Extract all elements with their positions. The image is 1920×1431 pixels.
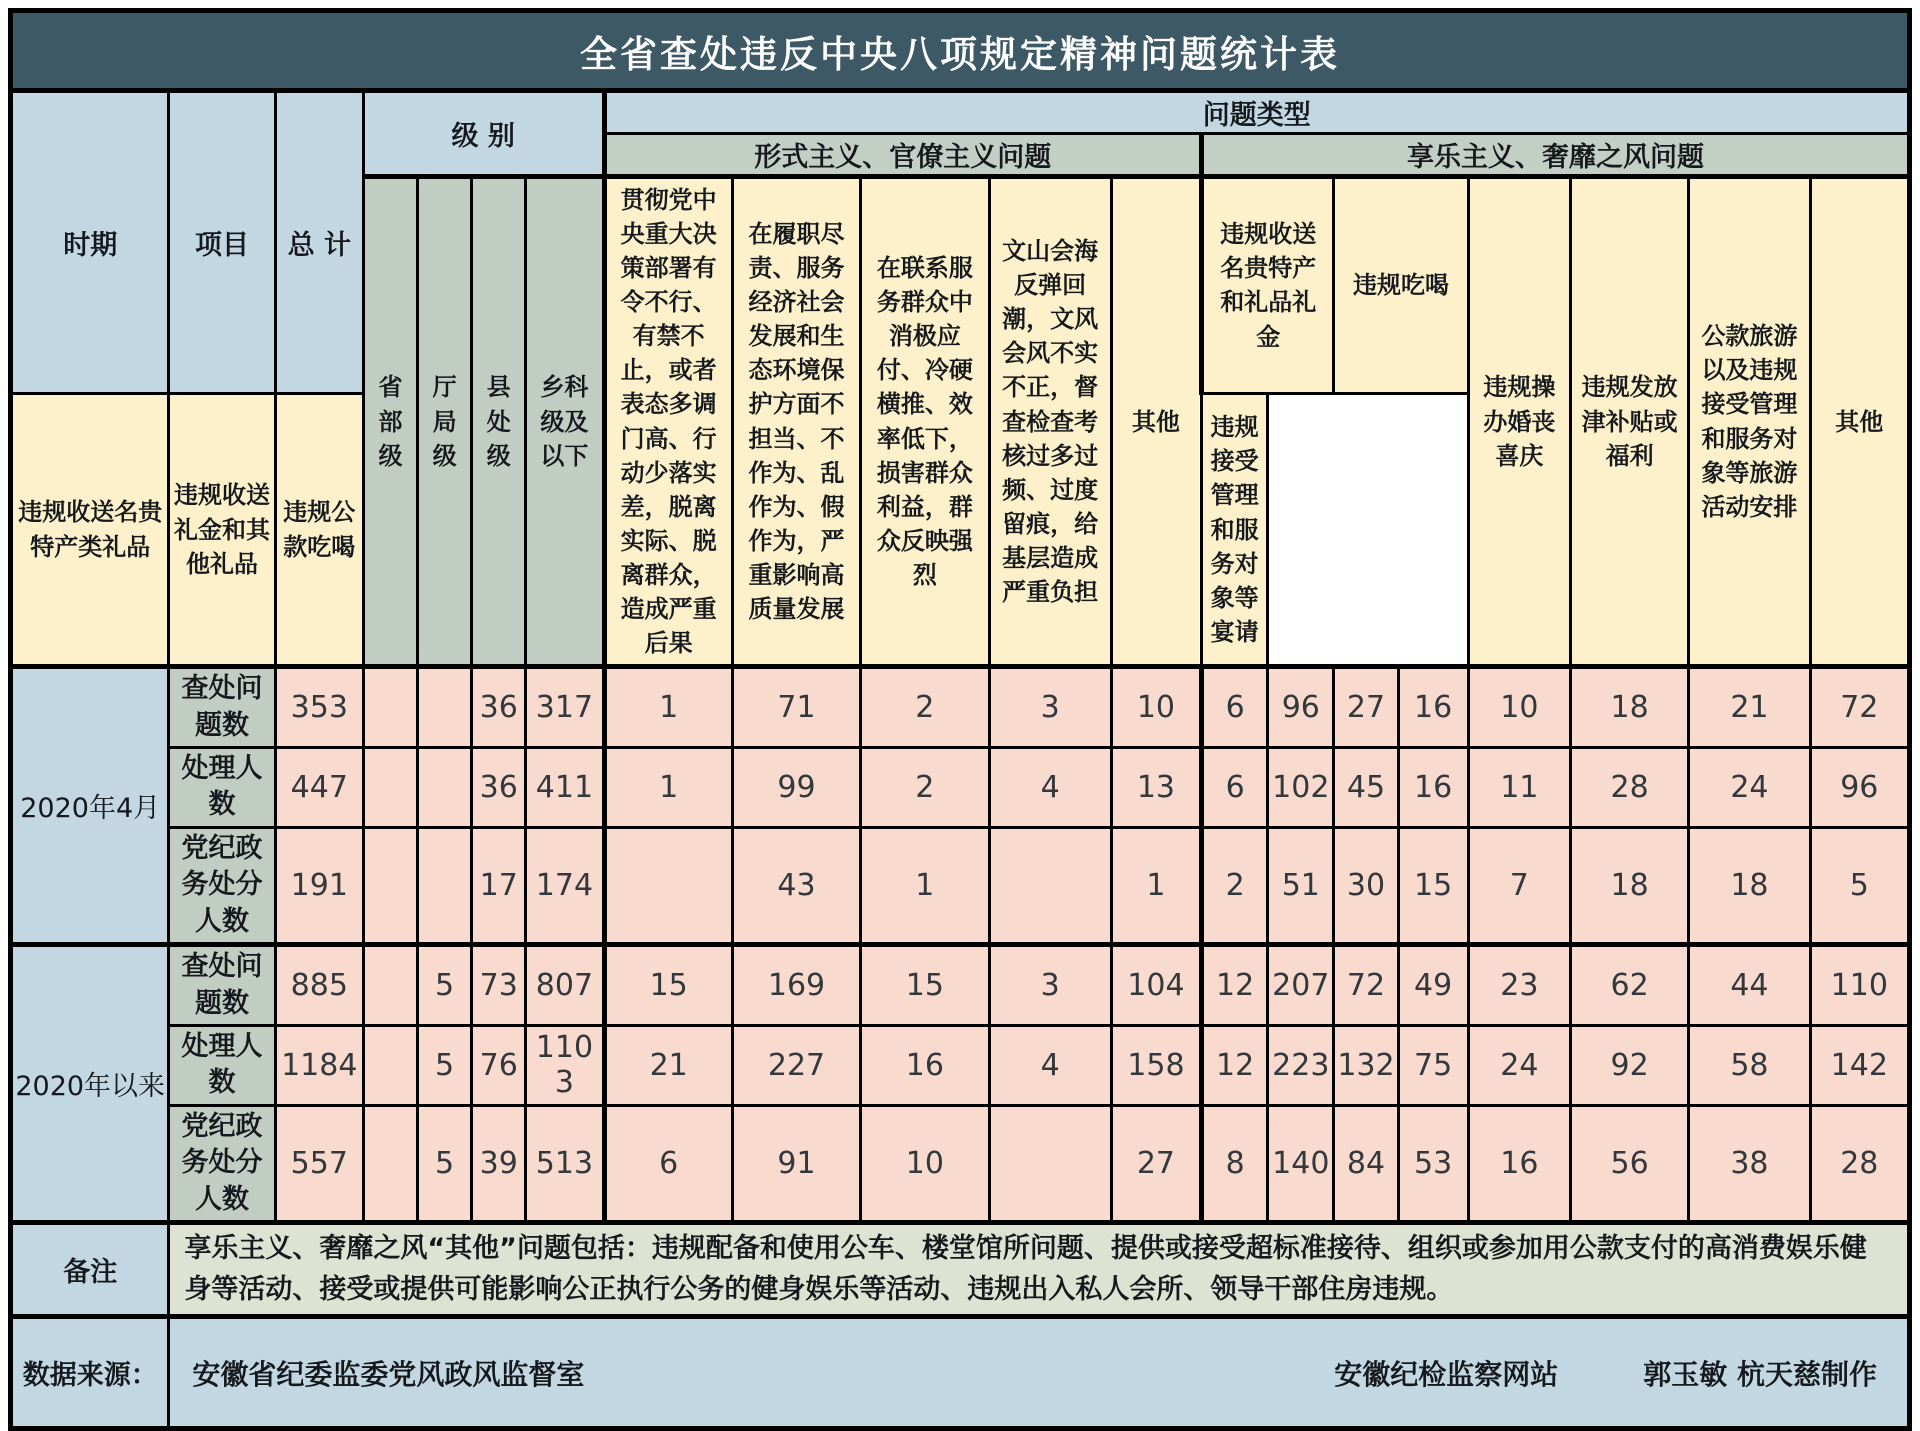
data-cell: 15: [861, 945, 989, 1026]
data-cell: 207: [1268, 945, 1334, 1026]
remark-label: 备注: [11, 1223, 169, 1317]
page-title: 全省查处违反中央八项规定精神问题统计表: [11, 11, 1910, 91]
item-cell: 处理人数: [169, 1026, 275, 1106]
data-cell: 72: [1334, 945, 1398, 1026]
col-header-level: 省部级: [363, 177, 417, 667]
data-cell: 16: [1468, 1105, 1570, 1222]
col-header-level: 厅局级: [418, 177, 472, 667]
data-cell: 513: [526, 1105, 604, 1222]
col-header-formalism-other: 其他: [1111, 177, 1201, 667]
header-item: 项目: [169, 91, 275, 394]
data-cell: 5: [418, 1026, 472, 1106]
data-cell: 96: [1810, 747, 1909, 827]
header-total: 总 计: [275, 91, 363, 394]
data-cell: 12: [1202, 1026, 1268, 1106]
header-row-1: [11, 91, 1910, 134]
data-cell: 39: [472, 1105, 526, 1222]
data-cell: [363, 1026, 417, 1106]
data-cell: 5: [418, 945, 472, 1026]
item-cell: 党纪政务处分人数: [169, 827, 275, 944]
data-cell: 45: [1334, 747, 1398, 827]
col-header-gift-sub: 违规收送名贵特产类礼品: [11, 393, 169, 666]
col-header-formalism: 文山会海反弹回潮，文风会风不实不正，督查检查考核过多过频、过度留痕，给基层造成严重负担: [989, 177, 1111, 667]
col-header-dining-group: 违规吃喝: [1334, 177, 1468, 394]
data-cell: 317: [526, 667, 604, 748]
data-cell: 76: [472, 1026, 526, 1106]
data-cell: 18: [1570, 667, 1688, 748]
col-header-hedonism: 公款旅游以及违规接受管理和服务对象等旅游活动安排: [1689, 177, 1810, 667]
data-cell: [363, 1105, 417, 1222]
data-cell: 447: [275, 747, 363, 827]
data-cell: 411: [526, 747, 604, 827]
data-cell: 4: [989, 1026, 1111, 1106]
data-cell: 73: [472, 945, 526, 1026]
data-cell: 84: [1334, 1105, 1398, 1222]
data-cell: 169: [732, 945, 860, 1026]
data-cell: 43: [732, 827, 860, 944]
col-header-gift-sub: 违规收送礼金和其他礼品: [169, 393, 275, 666]
item-cell: 党纪政务处分人数: [169, 1105, 275, 1222]
data-cell: 10: [861, 1105, 989, 1222]
data-cell: [989, 1105, 1111, 1222]
data-cell: 174: [526, 827, 604, 944]
data-cell: 24: [1468, 1026, 1570, 1106]
data-cell: 91: [732, 1105, 860, 1222]
data-cell: [418, 747, 472, 827]
data-cell: 158: [1111, 1026, 1201, 1106]
data-cell: 16: [1398, 667, 1468, 748]
data-cell: 12: [1202, 945, 1268, 1026]
data-cell: 2: [861, 667, 989, 748]
data-cell: 6: [604, 1105, 732, 1222]
data-cell: 56: [1570, 1105, 1688, 1222]
data-cell: 28: [1810, 1105, 1909, 1222]
col-header-formalism: 在联系服务群众中消极应付、冷硬横推、效率低下，损害群众利益，群众反映强烈: [861, 177, 989, 667]
data-cell: 23: [1468, 945, 1570, 1026]
col-header-level: 乡科级及以下: [526, 177, 604, 667]
col-header-level: 县处级: [472, 177, 526, 667]
source-site: 安徽纪检监察网站: [1334, 1357, 1559, 1391]
period-cell: 2020年4月: [11, 667, 169, 945]
table-row: [11, 747, 1910, 827]
data-cell: 21: [1689, 667, 1810, 748]
col-header-formalism: 在履职尽责、服务经济社会发展和生态环境保护方面不担当、不作为、乱作为、假作为，严重影响高质量发展: [732, 177, 860, 667]
table-row: [11, 1105, 1910, 1222]
data-cell: 10: [1468, 667, 1570, 748]
data-cell: 2: [1202, 827, 1268, 944]
data-cell: 142: [1810, 1026, 1909, 1106]
data-cell: 36: [472, 667, 526, 748]
col-header-dining-sub: 违规公款吃喝: [275, 393, 363, 666]
data-cell: [989, 827, 1111, 944]
data-cell: 1: [861, 827, 989, 944]
data-cell: 51: [1268, 827, 1334, 944]
data-cell: 99: [732, 747, 860, 827]
data-cell: 807: [526, 945, 604, 1026]
col-header-gift-group: 违规收送名贵特产和礼品礼金: [1202, 177, 1334, 394]
data-cell: 227: [732, 1026, 860, 1106]
table-row: [11, 827, 1910, 944]
data-cell: 191: [275, 827, 363, 944]
data-cell: 1184: [275, 1026, 363, 1106]
source-org: 安徽省纪委监委党风政风监督室: [192, 1357, 585, 1391]
data-cell: 75: [1398, 1026, 1468, 1106]
data-cell: [363, 667, 417, 748]
col-header-hedonism: 违规发放津补贴或福利: [1570, 177, 1688, 667]
item-cell: 查处问题数: [169, 945, 275, 1026]
header-level-group: 级 别: [363, 91, 604, 177]
data-cell: 58: [1689, 1026, 1810, 1106]
data-cell: 6: [1202, 667, 1268, 748]
data-cell: 49: [1398, 945, 1468, 1026]
data-cell: 3: [989, 945, 1111, 1026]
header-problem-type: 问题类型: [604, 91, 1909, 134]
col-header-dining-sub: 违规接受管理和服务对象等宴请: [1202, 393, 1268, 666]
source-credit: 郭玉敏 杭天慈制作: [1643, 1357, 1877, 1391]
col-header-hedonism: 违规操办婚丧喜庆: [1468, 177, 1570, 667]
data-cell: 5: [1810, 827, 1909, 944]
data-cell: 27: [1334, 667, 1398, 748]
data-cell: 223: [1268, 1026, 1334, 1106]
item-cell: 处理人数: [169, 747, 275, 827]
data-cell: 21: [604, 1026, 732, 1106]
data-cell: 1: [604, 667, 732, 748]
header-formalism-band: 形式主义、官僚主义问题: [604, 134, 1202, 177]
data-cell: 102: [1268, 747, 1334, 827]
data-cell: 18: [1570, 827, 1688, 944]
table-row: [11, 667, 1910, 748]
data-cell: 6: [1202, 747, 1268, 827]
data-cell: 15: [1398, 827, 1468, 944]
data-cell: 62: [1570, 945, 1688, 1026]
data-cell: 1: [604, 747, 732, 827]
data-cell: 3: [989, 667, 1111, 748]
data-cell: 104: [1111, 945, 1201, 1026]
remark-row: [11, 1223, 1910, 1317]
data-cell: 96: [1268, 667, 1334, 748]
col-header-hedonism-other: 其他: [1810, 177, 1909, 667]
data-cell: [363, 827, 417, 944]
data-cell: 7: [1468, 827, 1570, 944]
data-cell: 38: [1689, 1105, 1810, 1222]
table-row: [11, 1026, 1910, 1106]
data-cell: 44: [1689, 945, 1810, 1026]
data-cell: 15: [604, 945, 732, 1026]
data-cell: 18: [1689, 827, 1810, 944]
data-cell: 10: [1111, 667, 1201, 748]
data-cell: [418, 827, 472, 944]
period-cell: 2020年以来: [11, 945, 169, 1223]
data-cell: 353: [275, 667, 363, 748]
data-cell: 5: [418, 1105, 472, 1222]
data-cell: 92: [1570, 1026, 1688, 1106]
data-cell: 17: [472, 827, 526, 944]
data-cell: 36: [472, 747, 526, 827]
source-content: [169, 1317, 1910, 1429]
title-row: [11, 11, 1910, 91]
remark-text: 享乐主义、奢靡之风“其他”问题包括：违规配备和使用公车、楼堂馆所问题、提供或接受超标准接待、组织或参加用公款支付的高消费娱乐健身等活动、接受或提供可能影响公正执行公务的健身娱乐等活动、违规出入私人会所、领导干部住房违规。: [169, 1223, 1910, 1317]
data-cell: 2: [861, 747, 989, 827]
data-cell: 16: [1398, 747, 1468, 827]
source-row: [11, 1317, 1910, 1429]
data-cell: 28: [1570, 747, 1688, 827]
data-cell: 27: [1111, 1105, 1201, 1222]
data-cell: 132: [1334, 1026, 1398, 1106]
data-cell: 30: [1334, 827, 1398, 944]
data-cell: 4: [989, 747, 1111, 827]
data-cell: 8: [1202, 1105, 1268, 1222]
data-cell: 24: [1689, 747, 1810, 827]
header-period: 时期: [11, 91, 169, 394]
data-cell: 110: [1810, 945, 1909, 1026]
data-cell: 885: [275, 945, 363, 1026]
data-cell: [363, 747, 417, 827]
data-cell: 71: [732, 667, 860, 748]
data-cell: [363, 945, 417, 1026]
col-header-formalism: 贯彻党中央重大决策部署有令不行、有禁不止，或者表态多调门高、行动少落实差，脱离实际、脱离群众，造成严重后果: [604, 177, 732, 667]
source-label: 数据来源：: [11, 1317, 169, 1429]
data-cell: 1103: [526, 1026, 604, 1106]
header-hedonism-band: 享乐主义、奢靡之风问题: [1202, 134, 1910, 177]
data-cell: [604, 827, 732, 944]
data-cell: 557: [275, 1105, 363, 1222]
item-cell: 查处问题数: [169, 667, 275, 748]
data-cell: 53: [1398, 1105, 1468, 1222]
data-cell: 140: [1268, 1105, 1334, 1222]
data-cell: 11: [1468, 747, 1570, 827]
data-cell: 1: [1111, 827, 1201, 944]
data-cell: 13: [1111, 747, 1201, 827]
table-row: [11, 945, 1910, 1026]
statistics-table: [8, 8, 1912, 1431]
data-cell: 72: [1810, 667, 1909, 748]
data-cell: [418, 667, 472, 748]
data-cell: 16: [861, 1026, 989, 1106]
